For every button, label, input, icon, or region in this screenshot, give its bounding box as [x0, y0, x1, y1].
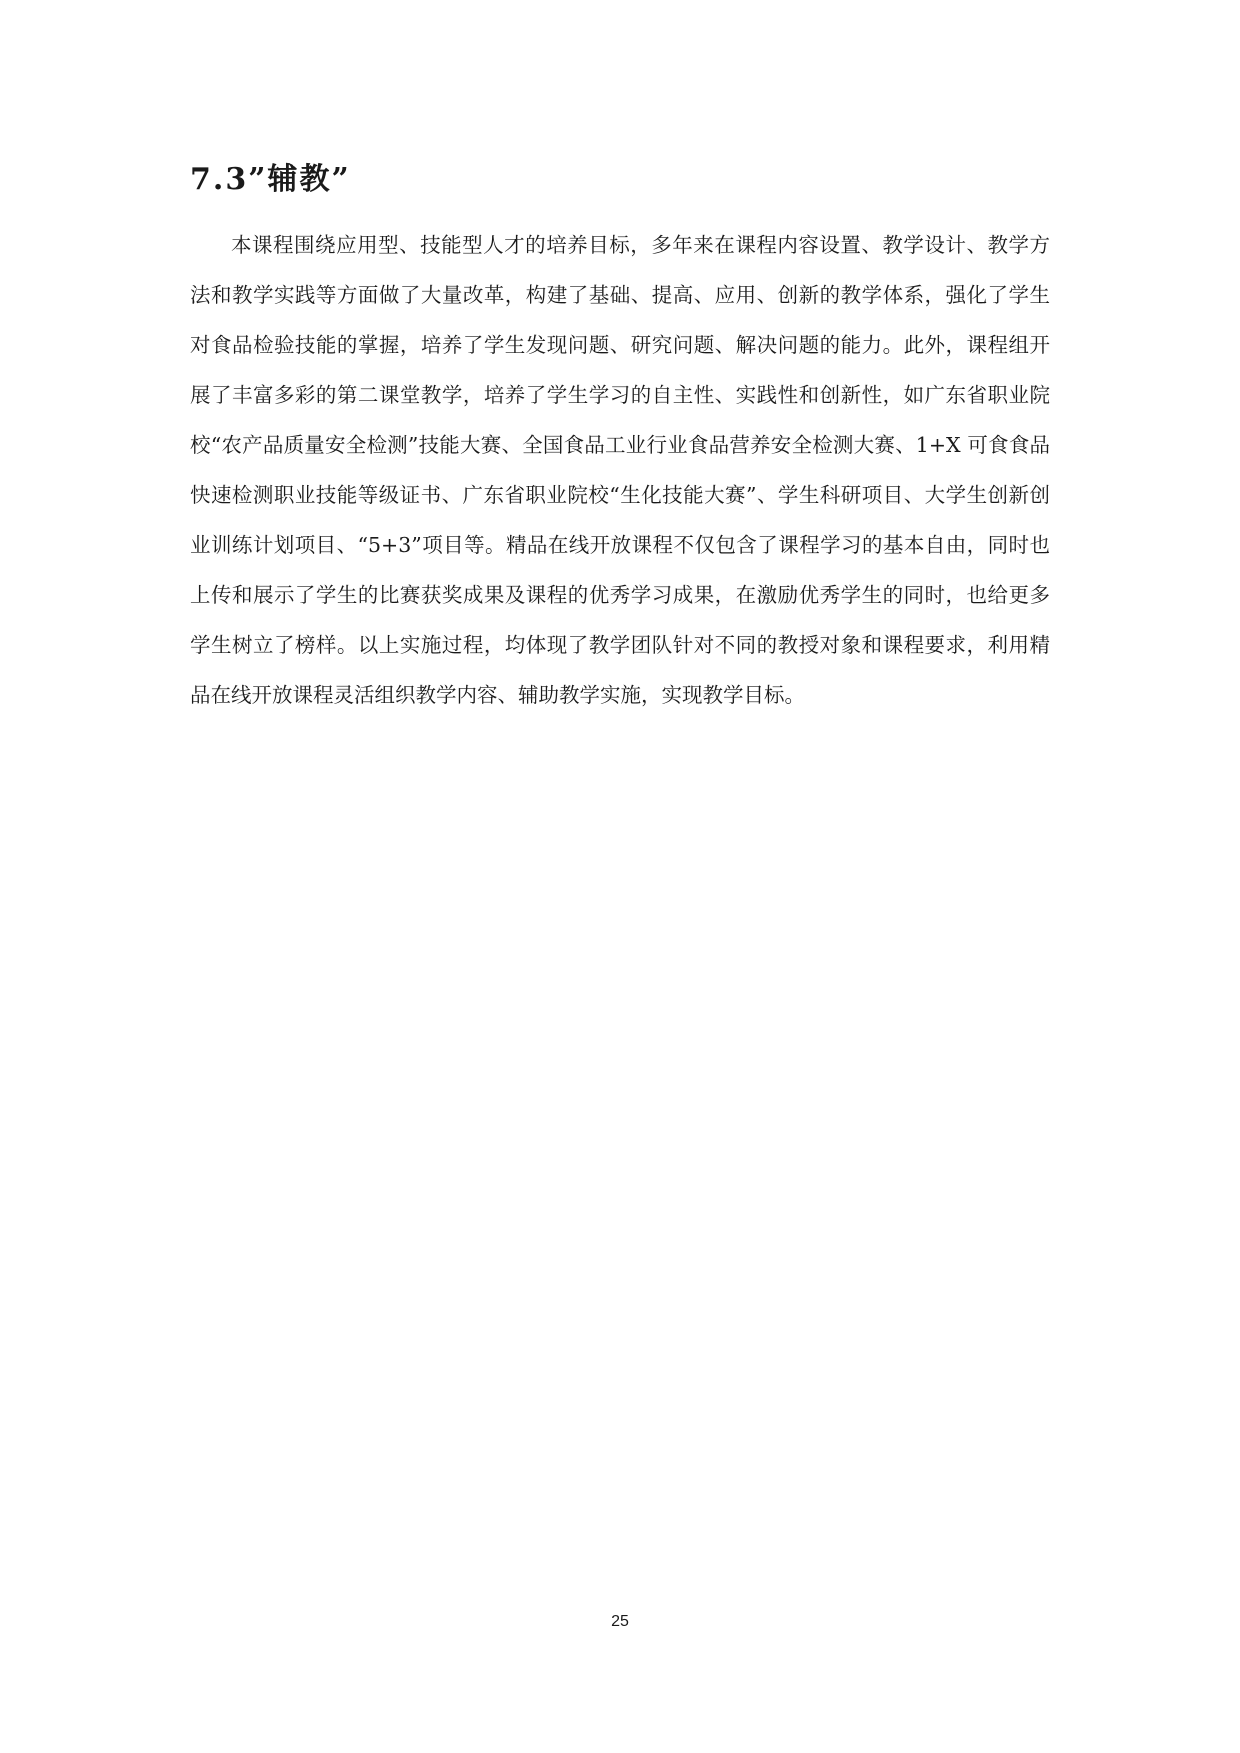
body-paragraph: 本课程围绕应用型、技能型人才的培养目标，多年来在课程内容设置、教学设计、教学方法和教学实践等方面做了大量改革，构建了基础、提高、应用、创新的教学体系，强化了学生对食品检验技能的掌握，培养了学生发现问题、研究问题、解决问题的能力。此外，课程组开展了丰富多彩的第二课堂教学，培养了学生学习的自主性、实践性和创新性，如广东省职业院校“农产品质量安全检测”技能大赛、全国食品工业行业食品营养安全检测大赛、1+X 可食食品快速检测职业技能等级证书、广东省职业院校“生化技能大赛”、学生科研项目、大学生创新创业训练计划项目、“5+3”项目等。精品在线开放课程不仅包含了课程学习的基本自由，同时也上传和展示了学生的比赛获奖成果及课程的优秀学习成果，在激励优秀学生的同时，也给更多学生树立了榜样。以上实施过程，均体现了教学团队针对不同的教授对象和课程要求，利用精品在线开放课程灵活组织教学内容、辅助教学实施，实现教学目标。: [190, 233, 1050, 707]
page-number: 25: [611, 1613, 629, 1630]
section-heading: 7.3”辅教”: [190, 162, 351, 197]
